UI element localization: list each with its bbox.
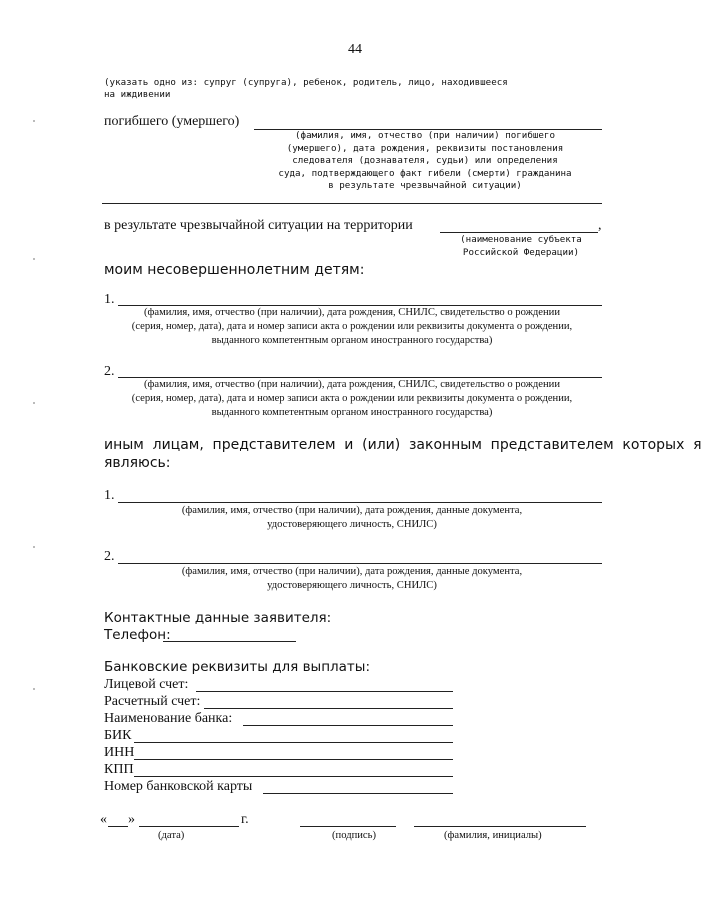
territory-input-line[interactable] xyxy=(440,232,598,233)
date-quote-close: » xyxy=(128,812,135,827)
date-caption: (дата) xyxy=(158,830,185,841)
settlement-account-input-line[interactable] xyxy=(204,708,453,709)
other-1-caption xyxy=(102,504,602,532)
intro-note-line-2: на иждивении xyxy=(104,89,171,100)
kpp-input-line[interactable] xyxy=(134,776,453,777)
child-2-caption-line: выданного компетентным органом иностранного государства) xyxy=(211,407,493,418)
deceased-label: погибшего (умершего) xyxy=(104,114,240,129)
territory-label: в результате чрезвычайной ситуации на территории xyxy=(104,218,413,233)
territory-caption-line: (наименование субъекта xyxy=(460,234,582,245)
territory-caption xyxy=(440,234,602,259)
personal-account-input-line[interactable] xyxy=(196,691,453,692)
phone-label: Телефон: xyxy=(104,627,171,643)
child-2-caption-line: (фамилия, имя, отчество (при наличии), дата рождения, СНИЛС, свидетельство о рождении xyxy=(143,379,561,390)
bank-heading: Банковские реквизиты для выплаты: xyxy=(104,659,370,675)
other-2-caption-line: (фамилия, имя, отчество (при наличии), дата рождения, данные документа, xyxy=(181,566,523,577)
other-1-number: 1. xyxy=(104,488,115,503)
children-heading: моим несовершеннолетним детям: xyxy=(104,262,365,278)
child-2-caption xyxy=(102,378,602,420)
date-year-suffix: г. xyxy=(241,812,249,827)
inn-label: ИНН xyxy=(104,745,135,760)
other-1-caption-line: удостоверяющего личность, СНИЛС) xyxy=(267,519,437,530)
territory-caption-line: Российской Федерации) xyxy=(462,246,580,258)
scan-mark xyxy=(33,546,35,548)
date-day-input-line[interactable] xyxy=(108,826,128,827)
phone-input-line[interactable] xyxy=(163,641,296,642)
contacts-heading: Контактные данные заявителя: xyxy=(104,610,332,626)
scan-mark xyxy=(33,258,35,260)
other-2-caption-line: удостоверяющего личность, СНИЛС) xyxy=(267,580,437,591)
date-month-input-line[interactable] xyxy=(139,826,239,827)
deceased-caption xyxy=(240,130,610,193)
bank-name-input-line[interactable] xyxy=(243,725,453,726)
child-2-caption-line: (серия, номер, дата), дата и номер записи акта о рождении или реквизиты документа о рождении, xyxy=(131,393,573,404)
territory-comma: , xyxy=(598,218,602,233)
deceased-caption-line: в результате чрезвычайной ситуации) xyxy=(328,180,522,191)
intro-note-line-1: (указать одно из: супруг (супруга), ребенок, родитель, лицо, находившееся xyxy=(104,77,508,88)
deceased-caption-line: (умершего), дата рождения, реквизиты постановления xyxy=(286,142,564,154)
scan-mark xyxy=(33,120,35,122)
page-number: 44 xyxy=(348,42,362,57)
deceased-caption-line: суда, подтверждающего факт гибели (смерти) гражданина xyxy=(278,167,572,179)
others-heading-line-2: являюсь: xyxy=(104,455,171,471)
other-2-input-line[interactable] xyxy=(118,563,602,564)
name-initials-input-line[interactable] xyxy=(414,826,586,827)
signature-caption: (подпись) xyxy=(332,830,376,841)
other-1-caption-line: (фамилия, имя, отчество (при наличии), дата рождения, данные документа, xyxy=(181,505,523,516)
card-number-label: Номер банковской карты xyxy=(104,779,253,794)
kpp-label: КПП xyxy=(104,762,134,777)
deceased-caption-line: следователя (дознавателя, судьи) или определения xyxy=(292,155,558,166)
deceased-caption-line: (фамилия, имя, отчество (при наличии) погибшего xyxy=(295,130,555,141)
child-1-caption-line: (фамилия, имя, отчество (при наличии), дата рождения, СНИЛС, свидетельство о рождении xyxy=(143,307,561,318)
child-1-caption-line: выданного компетентным органом иностранного государства) xyxy=(211,335,493,346)
bank-name-label: Наименование банка: xyxy=(104,711,233,726)
other-2-caption xyxy=(102,565,602,593)
other-2-number: 2. xyxy=(104,549,115,564)
personal-account-label: Лицевой счет: xyxy=(104,677,189,692)
child-2-number: 2. xyxy=(104,364,115,379)
other-1-input-line[interactable] xyxy=(118,502,602,503)
bik-label: БИК xyxy=(104,728,132,743)
child-1-caption xyxy=(102,306,602,348)
settlement-account-label: Расчетный счет: xyxy=(104,694,201,709)
bik-input-line[interactable] xyxy=(134,742,453,743)
name-initials-caption: (фамилия, инициалы) xyxy=(444,830,542,841)
child-1-caption-line: (серия, номер, дата), дата и номер записи акта о рождении или реквизиты документа о рождении, xyxy=(131,321,573,332)
date-quote-open: « xyxy=(100,812,107,827)
inn-input-line[interactable] xyxy=(134,759,453,760)
scan-mark xyxy=(33,402,35,404)
deceased-extra-line[interactable] xyxy=(102,203,602,204)
child-1-number: 1. xyxy=(104,292,115,307)
others-heading-line-1: иным лицам, представителем и (или) законным представителем которых я xyxy=(104,437,702,453)
signature-input-line[interactable] xyxy=(300,826,396,827)
scan-mark xyxy=(33,688,35,690)
card-number-input-line[interactable] xyxy=(263,793,453,794)
